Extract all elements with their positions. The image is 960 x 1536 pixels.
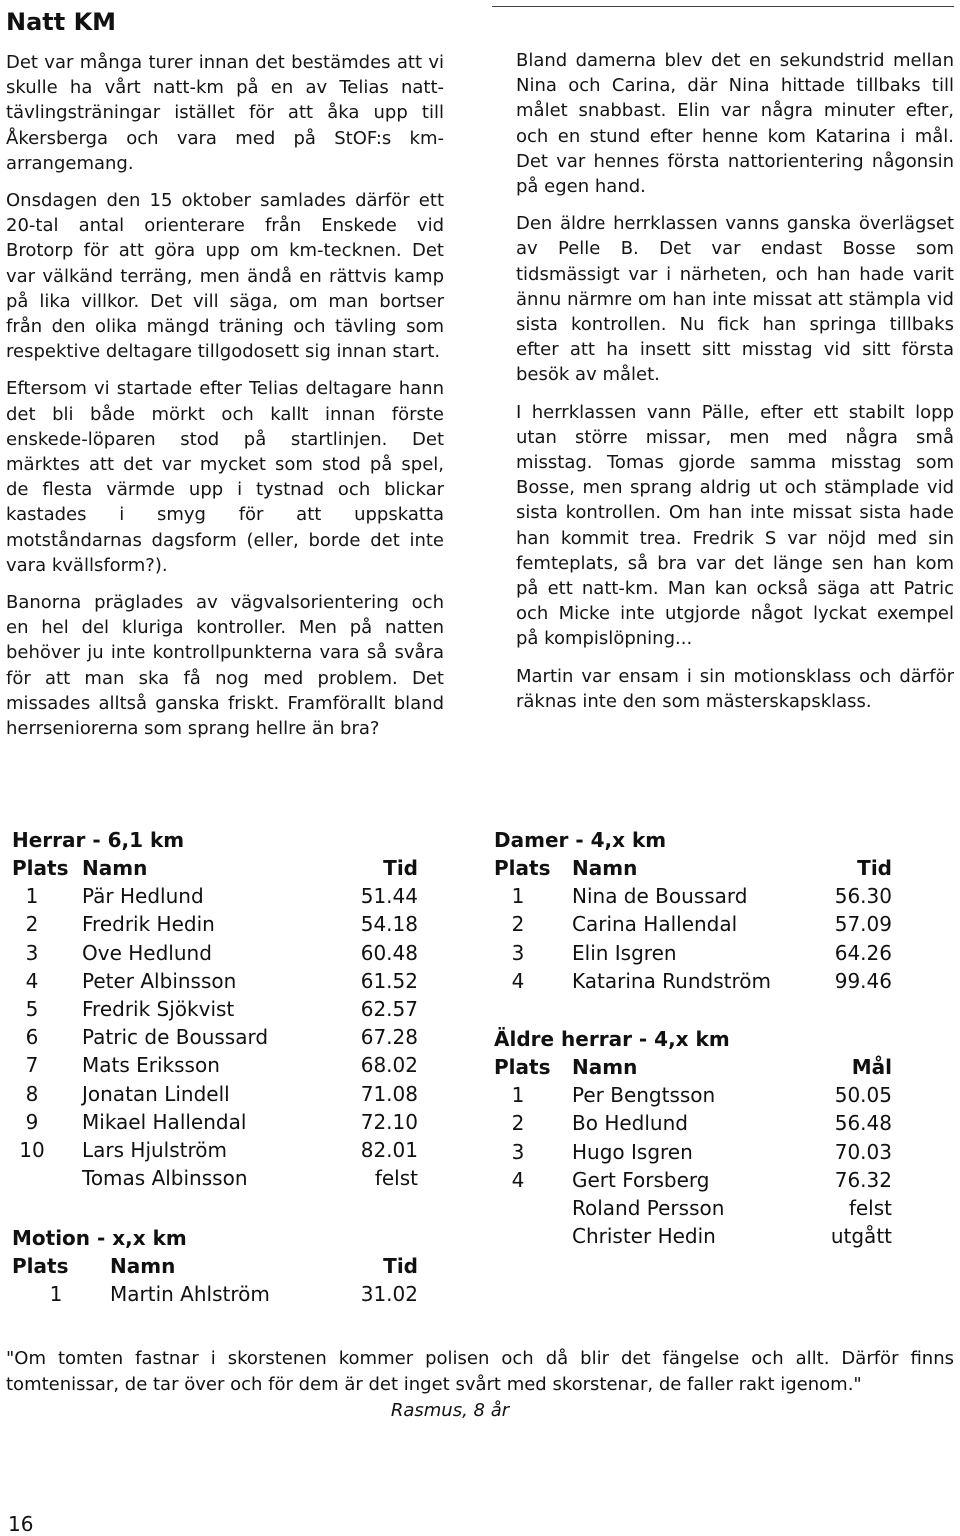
paragraph: Martin var ensam i sin motionsklass och därför räknas inte den som mästerskapsklass.: [516, 665, 954, 712]
name-cell: Ove Hedlund: [82, 940, 212, 965]
rank-cell: 1: [25, 884, 39, 909]
name-cell: Peter Albinsson: [82, 968, 237, 993]
column-header: Plats: [494, 1055, 551, 1079]
table-row: [12, 882, 418, 910]
column-header: Mål: [851, 1055, 892, 1079]
table-row: [12, 995, 418, 1023]
column-header: Namn: [110, 1254, 176, 1278]
rank-cell: 10: [19, 1137, 45, 1162]
time-cell: felst: [848, 1195, 892, 1220]
name-cell: Katarina Rundström: [572, 968, 771, 993]
name-cell: Hugo Isgren: [572, 1139, 693, 1164]
time-cell: 60.48: [360, 940, 418, 965]
column-header: Namn: [572, 856, 638, 880]
time-cell: 72.10: [360, 1109, 418, 1134]
time-cell: 56.30: [834, 884, 892, 909]
column-header: Tid: [857, 856, 892, 880]
name-cell: Mikael Hallendal: [82, 1109, 247, 1134]
table-row: [12, 1023, 418, 1051]
table-row: [12, 1164, 418, 1192]
table-row: [494, 1166, 892, 1194]
rank-cell: 4: [511, 968, 525, 993]
table-row: [494, 967, 892, 995]
table-row: [12, 1280, 418, 1308]
table-row: [494, 1222, 892, 1250]
name-cell: Patric de Boussard: [82, 1025, 269, 1050]
paragraph: Bland damerna blev det en sekundstrid mellan Nina och Carina, där Nina hittade tillbaks till målet snabbast. Elin var några minuter efter, och en stund efter henne kom Katarina i mål. Det var hennes första nattorientering någonsin på egen hand.: [516, 50, 954, 198]
name-cell: Jonatan Lindell: [82, 1081, 230, 1106]
time-cell: 64.26: [834, 940, 892, 965]
name-cell: Fredrik Hedin: [82, 912, 215, 937]
table-title: Herrar - 6,1 km: [12, 828, 185, 852]
results-table-aldre-herrar: [494, 1025, 892, 1250]
time-cell: 76.32: [834, 1167, 892, 1192]
table-title: Motion - x,x km: [12, 1226, 187, 1250]
time-cell: 71.08: [360, 1081, 418, 1106]
name-cell: Roland Persson: [572, 1195, 725, 1220]
rank-cell: 3: [511, 940, 525, 965]
column-header: Plats: [494, 856, 551, 880]
table-title: Damer - 4,x km: [494, 828, 667, 852]
name-cell: Pär Hedlund: [82, 884, 204, 909]
name-cell: Fredrik Sjökvist: [82, 996, 235, 1021]
name-cell: Nina de Boussard: [572, 884, 748, 909]
quote-block: [6, 1346, 954, 1424]
rank-cell: 5: [25, 996, 39, 1021]
rank-cell: 2: [511, 912, 525, 937]
name-cell: Bo Hedlund: [572, 1111, 688, 1136]
name-cell: Christer Hedin: [572, 1224, 716, 1249]
table-header-row: [494, 1053, 892, 1081]
rank-cell: 1: [511, 1083, 525, 1108]
time-cell: 82.01: [360, 1137, 418, 1162]
time-cell: 99.46: [834, 968, 892, 993]
rank-cell: 3: [511, 1139, 525, 1164]
table-row: [12, 1080, 418, 1108]
table-row: [494, 939, 892, 967]
time-cell: felst: [374, 1166, 418, 1191]
paragraph: Banorna präglades av vägvalsorientering och en hel del kluriga kontroller. Men på natten behöver ju inte kontrollpunkterna vara så svåra för att man ska få nog med problem. Det missades alltså ganska friskt. Framförallt bland herrseniorerna som sprang hellre än bra?: [6, 592, 444, 740]
time-cell: 61.52: [360, 968, 418, 993]
time-cell: 62.57: [360, 996, 418, 1021]
table-row: [494, 1081, 892, 1109]
name-cell: Per Bengtsson: [572, 1083, 716, 1108]
results-table-damer: [494, 826, 892, 995]
paragraph: I herrklassen vann Pälle, efter ett stabilt lopp utan större missar, men med några små misstag. Tomas gjorde samma misstag som Bosse, men sprang aldrig ut och stämplade vid sista kontrollen. Om han inte missat sista hade han kommit trea. Fredrik S var nöjd med sin femteplats, så bra var det länge sen han kom på ett natt-km. Man kan också säga att Patric och Micke inte utgjorde något lyckat exempel på kompislöpning...: [516, 401, 954, 650]
paragraph: Onsdagen den 15 oktober samlades därför ett 20-tal antal orienterare från Enskede vid Brotorp för att göra upp om km-tecknen. Det var välkänd terräng, men ändå en rättvis kamp på lika villkor. Det vill säga, om man bortser från den olika mängd träning och tävling som respektive deltagare tillgodosett sig innan start.: [6, 190, 444, 363]
table-row: [12, 1136, 418, 1164]
table-header-row: [12, 1252, 418, 1280]
table-row: [494, 1194, 892, 1222]
table-row: [494, 1109, 892, 1137]
article-right-column: [516, 48, 954, 726]
results-section: [0, 822, 960, 1312]
table-row: [494, 1138, 892, 1166]
table-row: [12, 939, 418, 967]
table-header-row: [12, 854, 418, 882]
table-header-row: [494, 854, 892, 882]
table-title: Äldre herrar - 4,x km: [494, 1027, 730, 1051]
paragraph: Det var många turer innan det bestämdes att vi skulle ha vårt natt-km på en av Telias natt-tävlingsträningar istället för att åka upp till Åkersberga och vara med på StOF:s km-arrangemang.: [6, 52, 444, 174]
paragraph: Eftersom vi startade efter Telias deltagare hann det bli både mörkt och kallt innan förste enskede-löparen stod på startlinjen. Det märktes att det var mycket som stod på spel, de flesta värmde upp i tystnad och blickar kastades i smyg för att uppskatta motståndarnas dagsform (eller, borde det inte vara kvällsform?).: [6, 378, 444, 576]
quote-text: "Om tomten fastnar i skorstenen kommer polisen och då blir det fängelse och allt. Därför finns tomtenissar, de tar över och för dem är det inget svårt med skorstenar, de faller rakt igenom.": [6, 1348, 954, 1395]
column-header: Plats: [12, 856, 69, 880]
rank-cell: 4: [25, 968, 39, 993]
quote-author: Rasmus, 8 år: [390, 1400, 510, 1421]
table-row: [12, 910, 418, 938]
rank-cell: 6: [25, 1025, 39, 1050]
rank-cell: 2: [511, 1111, 525, 1136]
name-cell: Gert Forsberg: [572, 1167, 710, 1192]
results-table-herrar: [12, 826, 418, 1192]
time-cell: 57.09: [834, 912, 892, 937]
results-table-motion: [12, 1224, 418, 1308]
table-row: [494, 882, 892, 910]
rank-cell: 4: [511, 1167, 525, 1192]
rank-cell: 2: [25, 912, 39, 937]
time-cell: 51.44: [360, 884, 418, 909]
name-cell: Martin Ahlström: [110, 1282, 270, 1307]
table-row: [12, 967, 418, 995]
time-cell: 54.18: [360, 912, 418, 937]
time-cell: 68.02: [360, 1053, 418, 1078]
rank-cell: 8: [25, 1081, 39, 1106]
name-cell: Mats Eriksson: [82, 1053, 220, 1078]
time-cell: 31.02: [360, 1282, 418, 1307]
name-cell: Elin Isgren: [572, 940, 677, 965]
header-rule: [492, 6, 954, 7]
paragraph: Den äldre herrklassen vanns ganska överlägset av Pelle B. Det var endast Bosse som tidsmässigt var i närheten, och han hade varit ännu närmre om han inte missat att stämpla vid sista kontrollen. Nu fick han springa tillbaks efter att ha insett sitt misstag vid sitt första besök av målet.: [516, 213, 954, 386]
article-left-column: [6, 0, 444, 753]
table-row: [494, 910, 892, 938]
rank-cell: 7: [25, 1053, 39, 1078]
rank-cell: 3: [25, 940, 39, 965]
rank-cell: 1: [511, 884, 525, 909]
time-cell: utgått: [830, 1224, 892, 1249]
rank-cell: 9: [25, 1109, 39, 1134]
name-cell: Tomas Albinsson: [82, 1166, 248, 1191]
name-cell: Carina Hallendal: [572, 912, 738, 937]
table-row: [12, 1051, 418, 1079]
column-header: Tid: [383, 856, 418, 880]
rank-cell: 1: [49, 1282, 63, 1307]
article-title: Natt KM: [6, 8, 117, 36]
time-cell: 50.05: [834, 1083, 892, 1108]
time-cell: 56.48: [834, 1111, 892, 1136]
time-cell: 67.28: [360, 1025, 418, 1050]
column-header: Tid: [383, 1254, 418, 1278]
column-header: Plats: [12, 1254, 69, 1278]
column-header: Namn: [82, 856, 148, 880]
name-cell: Lars Hjulström: [82, 1137, 227, 1162]
table-row: [12, 1108, 418, 1136]
column-header: Namn: [572, 1055, 638, 1079]
page-number: 16: [8, 1512, 34, 1536]
time-cell: 70.03: [834, 1139, 892, 1164]
